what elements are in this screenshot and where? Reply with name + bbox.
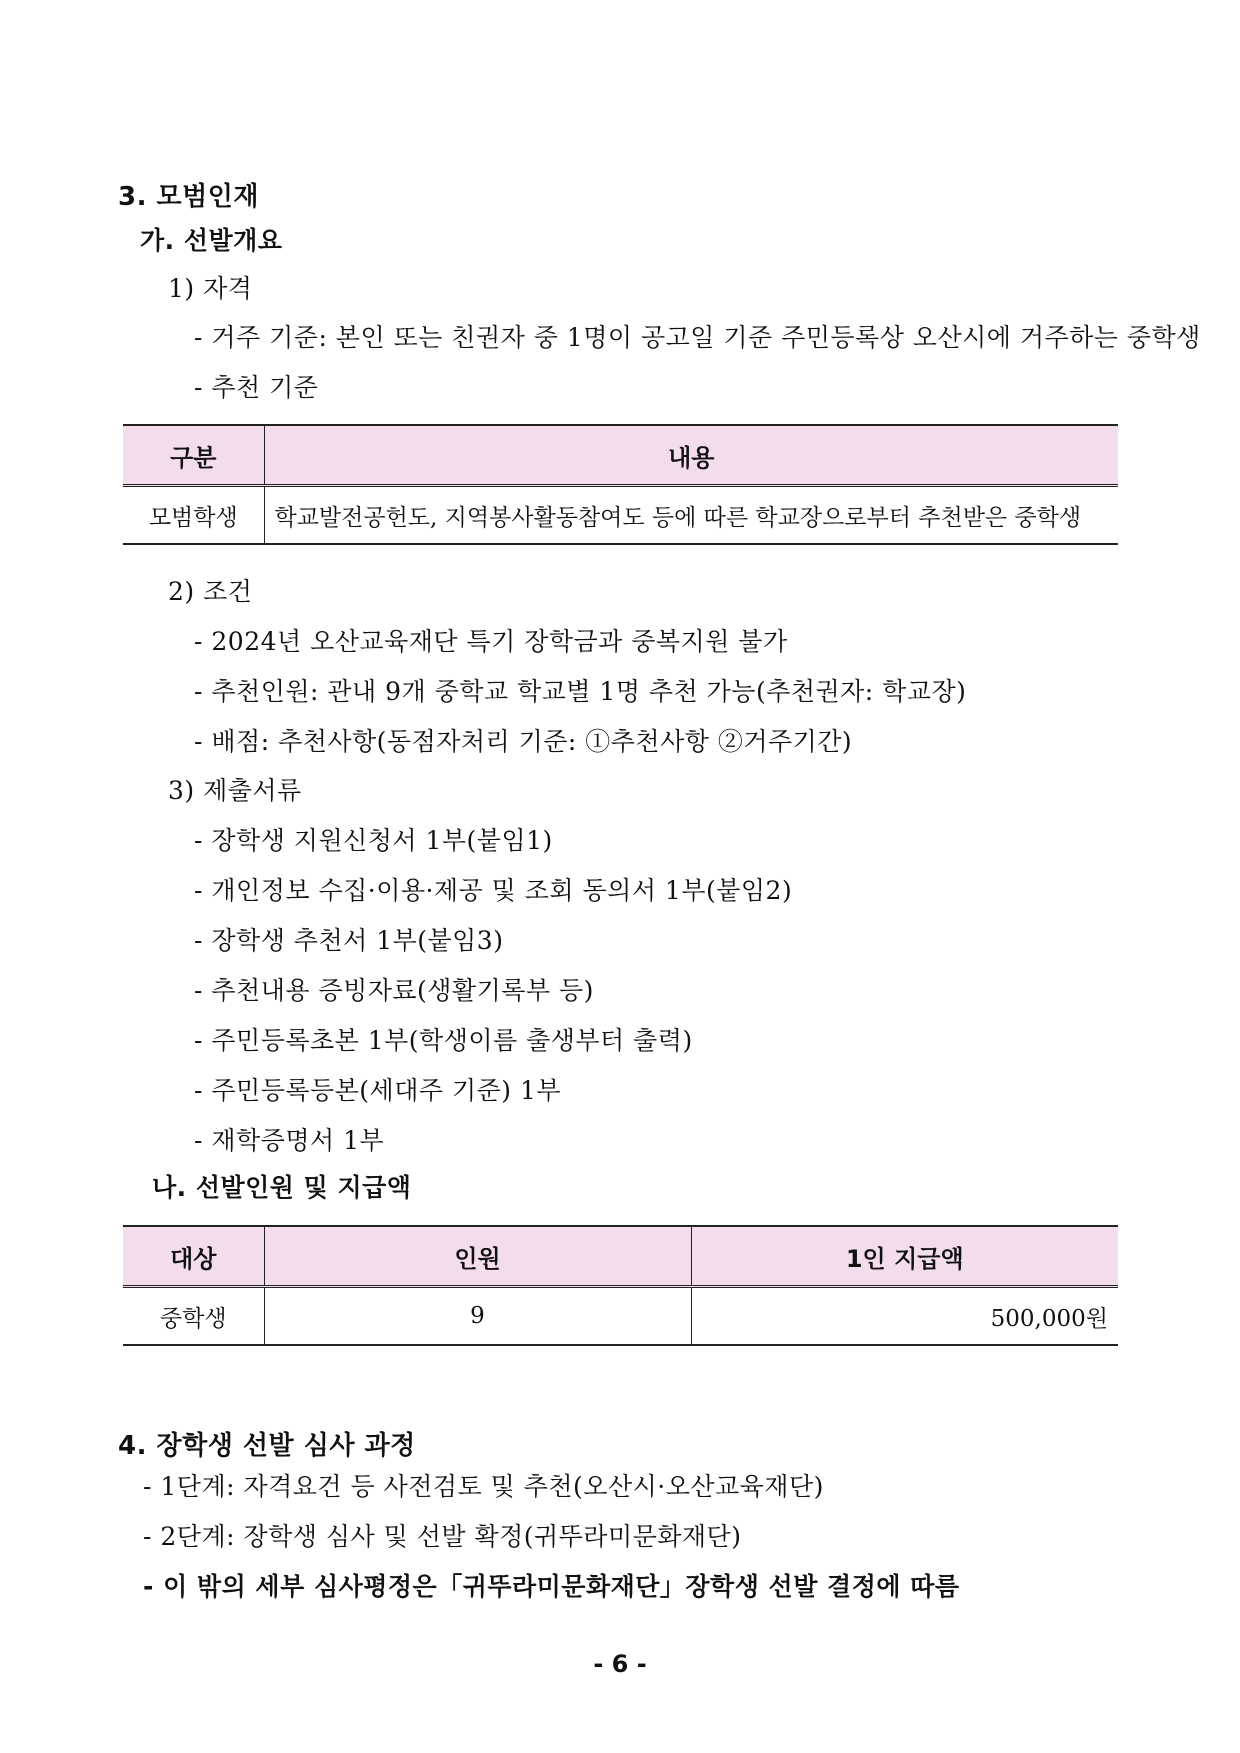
table-row	[123, 1287, 1118, 1346]
document-item: - 주민등록초본 1부(학생이름 출생부터 출력)	[194, 1026, 693, 1055]
process-item: - 1단계: 자격요건 등 사전검토 및 추천(오산시·오산교육재단)	[143, 1472, 824, 1501]
recommendation-table	[123, 424, 1118, 545]
document-item: - 장학생 추천서 1부(붙임3)	[194, 926, 504, 955]
documents-title: 3) 제출서류	[168, 776, 302, 805]
selection-amount-table	[123, 1225, 1118, 1346]
section-4-title: 4. 장학생 선발 심사 과정	[118, 1431, 416, 1461]
condition-item: - 추천인원: 관내 9개 중학교 학교별 1명 추천 가능(추천권자: 학교장)	[194, 677, 967, 706]
document-item: - 개인정보 수집·이용·제공 및 조회 동의서 1부(붙임2)	[194, 876, 793, 905]
column-header: 내용	[264, 425, 1118, 486]
qualification-item: - 추천 기준	[194, 373, 319, 402]
condition-title: 2) 조건	[168, 577, 253, 606]
table-header-row	[123, 425, 1118, 486]
qualification-title: 1) 자격	[168, 274, 253, 303]
process-item-emphasis: - 이 밖의 세부 심사평정은「귀뚜라미문화재단」장학생 선발 결정에 따름	[143, 1572, 960, 1601]
column-header: 1인 지급액	[691, 1226, 1118, 1287]
column-header: 인원	[264, 1226, 691, 1287]
table-row	[123, 486, 1118, 545]
document-item: - 추천내용 증빙자료(생활기록부 등)	[194, 976, 594, 1005]
table-header-row	[123, 1226, 1118, 1287]
subsection-ga-title: 가. 선발개요	[140, 226, 283, 255]
table-cell: 9	[264, 1287, 691, 1346]
qualification-item: - 거주 기준: 본인 또는 친권자 중 1명이 공고일 기준 주민등록상 오산시에 거주하는 중학생	[194, 323, 1201, 352]
table-cell: 중학생	[123, 1287, 264, 1346]
column-header: 대상	[123, 1226, 264, 1287]
subsection-na-title: 나. 선발인원 및 지급액	[152, 1173, 412, 1202]
document-item: - 재학증명서 1부	[194, 1126, 385, 1155]
column-header: 구분	[123, 425, 264, 486]
process-item: - 2단계: 장학생 심사 및 선발 확정(귀뚜라미문화재단)	[143, 1522, 742, 1551]
condition-item: - 배점: 추천사항(동점자처리 기준: ①추천사항 ②거주기간)	[194, 727, 853, 756]
page-number: - 6 -	[593, 1650, 647, 1678]
document-item: - 장학생 지원신청서 1부(붙임1)	[194, 826, 553, 855]
table-cell: 학교발전공헌도, 지역봉사활동참여도 등에 따른 학교장으로부터 추천받은 중학생	[264, 486, 1118, 545]
condition-item: - 2024년 오산교육재단 특기 장학금과 중복지원 불가	[194, 627, 788, 656]
section-3-title: 3. 모범인재	[118, 182, 259, 212]
table-cell: 500,000원	[691, 1287, 1118, 1346]
table-cell: 모범학생	[123, 486, 264, 545]
document-item: - 주민등록등본(세대주 기준) 1부	[194, 1076, 562, 1105]
